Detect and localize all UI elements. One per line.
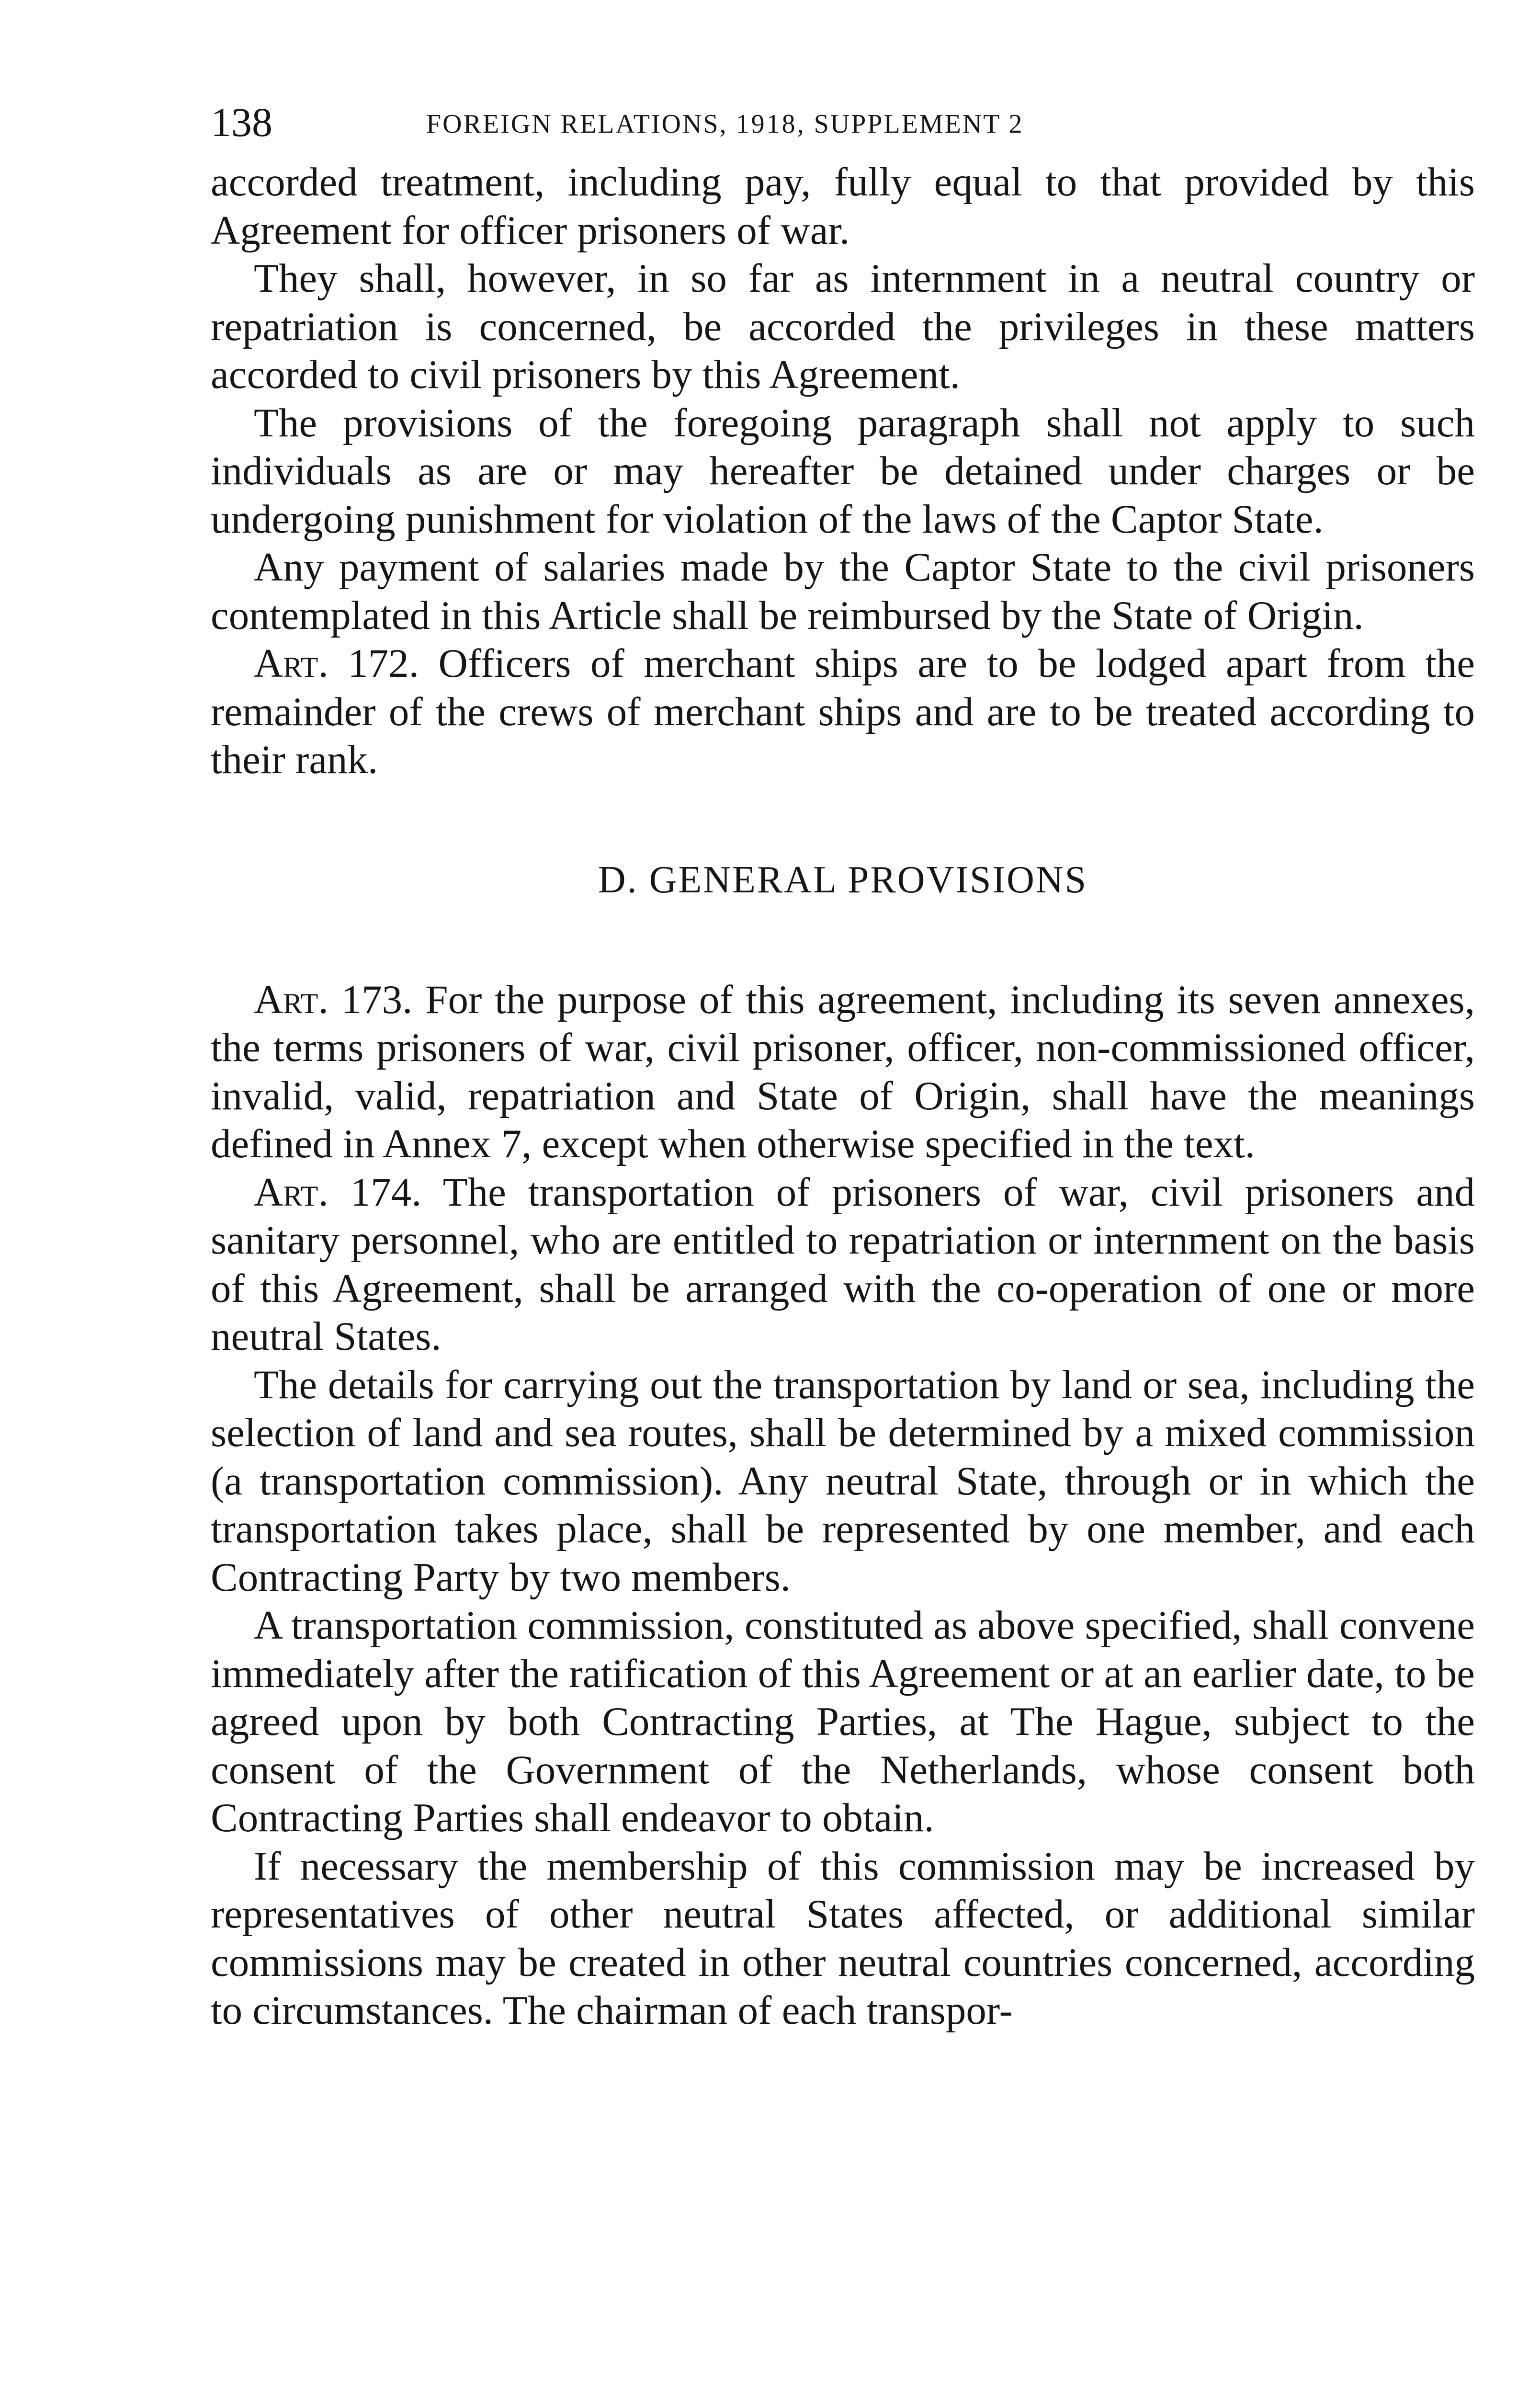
running-head (426, 103, 1024, 146)
paragraph (211, 158, 1475, 254)
paragraph (211, 399, 1475, 544)
body-text-top (211, 158, 1475, 784)
paragraph-text: The transportation of prisoners of war, civil prisoners and sanitary personnel, who are entitled to repatriation or internment on the basis of this Agreement, shall be arranged with the co-operation of one or more neutral States. (211, 1169, 1475, 1359)
article-label: Art. 172. (254, 641, 419, 686)
document-page (211, 96, 1475, 2035)
page-number: 138 (211, 99, 272, 145)
paragraph (211, 1842, 1475, 2035)
body-text-bottom (211, 976, 1475, 2035)
paragraph-text: If necessary the membership of this commission may be increased by representatives of other neutral States affected, or additional similar commissions may be created in other neutral countries concerned, according to circumstances. The chairman of each transpor- (211, 1843, 1475, 2033)
article-paragraph (211, 639, 1475, 784)
paragraph (211, 543, 1475, 639)
paragraph-text: Officers of merchant ships are to be lodged apart from the remainder of the crews of merchant ships and are to be treated according to their rank. (211, 641, 1475, 782)
running-head-year: 1918, (736, 109, 806, 139)
article-label: Art. 174. (254, 1169, 422, 1215)
paragraph-text: accorded treatment, including pay, fully equal to that provided by this Agreement for officer prisoners of war. (211, 160, 1475, 253)
paragraph (211, 1601, 1475, 1842)
section-heading: D. GENERAL PROVISIONS (598, 858, 1088, 901)
running-head-title: FOREIGN RELATIONS, (426, 109, 728, 139)
paragraph-text: Any payment of salaries made by the Captor State to the civil prisoners contemplated in this Article shall be reimbursed by the State of Origin. (211, 545, 1475, 638)
article-label: Art. 173. (254, 977, 413, 1022)
paragraph-text: They shall, however, in so far as internment in a neutral country or repatriation is concerned, be accorded the privileges in these matters accorded to civil prisoners by this Agreement. (211, 256, 1475, 397)
paragraph-text: A transportation commission, constituted as above specified, shall convene immediately after the ratification of this Agreement or at an earlier date, to be agreed upon by both Contracting Parties, at The Hague, subject to the consent of the Government of the Netherlands, whose consent both Contracting Parties shall endeavor to obtain. (211, 1603, 1475, 1840)
paragraph-text: The details for carrying out the transportation by land or sea, including the selection of land and sea routes, shall be determined by a mixed commission (a transportation commission). Any neutral State, through or in which the transportation takes place, shall be represented by one member, and each Contracting Party by two members. (211, 1362, 1475, 1600)
paragraph (211, 254, 1475, 399)
paragraph-text: For the purpose of this agreement, including its seven annexes, the terms prisoners of war, civil prisoner, officer, non-commissioned officer, invalid, valid, repatriation and State of Origin, shall have the meanings defined in Annex 7, except when otherwise specified in the text. (211, 977, 1475, 1166)
paragraph-text: The provisions of the foregoing paragraph shall not apply to such individuals as are or may hereafter be detained under charges or be undergoing punishment for violation of the laws of the Captor State. (211, 400, 1475, 542)
article-paragraph (211, 976, 1475, 1168)
article-paragraph (211, 1168, 1475, 1361)
page-header (211, 96, 1475, 158)
running-head-supplement: SUPPLEMENT 2 (814, 109, 1024, 139)
paragraph (211, 1361, 1475, 1602)
